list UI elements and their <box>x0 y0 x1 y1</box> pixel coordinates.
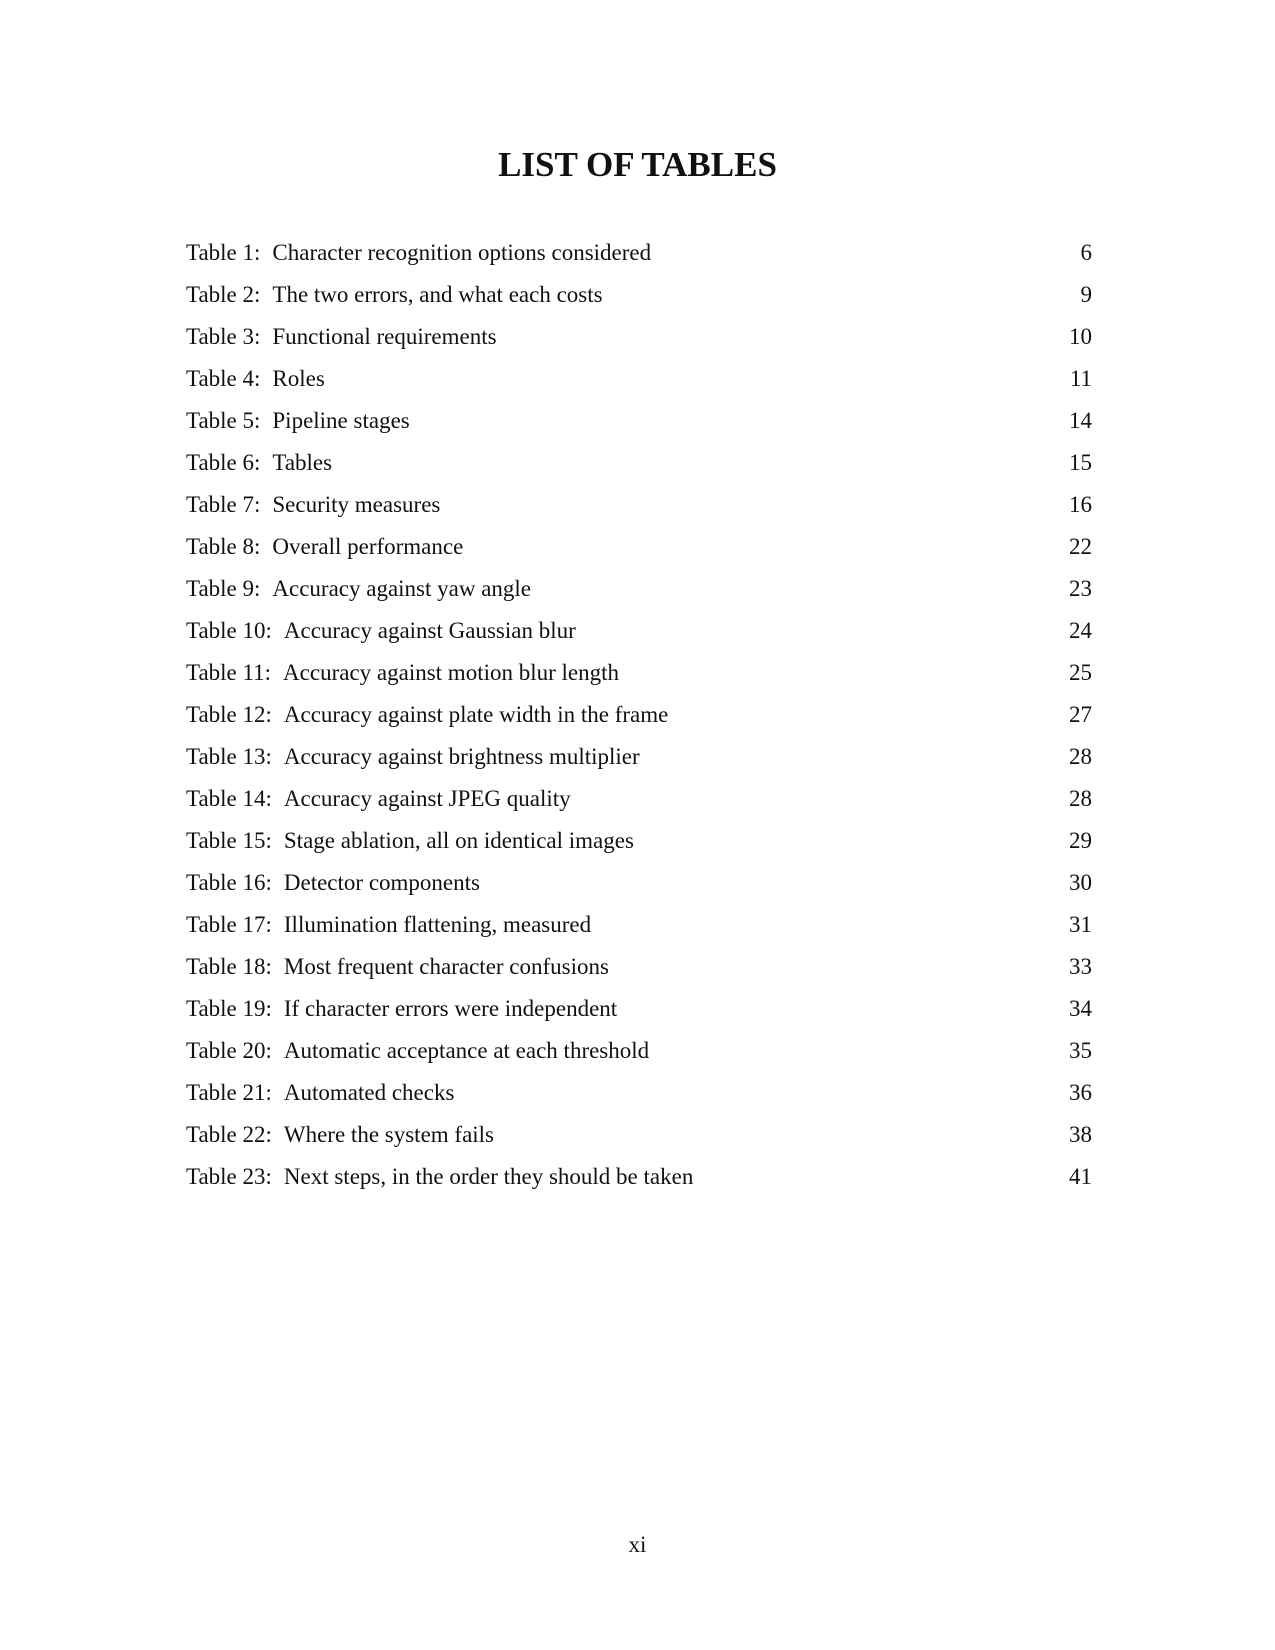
toc-entry <box>186 862 1092 904</box>
toc-entry-number: Table 1: <box>186 240 261 265</box>
toc-entry-page: 6 <box>1080 240 1092 265</box>
toc-entry-caption: Detector components <box>283 870 480 895</box>
toc-entry-label <box>186 316 497 358</box>
toc-entry-caption: Automated checks <box>283 1080 455 1105</box>
toc-entry <box>186 442 1092 484</box>
toc-entry-caption: Accuracy against JPEG quality <box>283 786 571 811</box>
toc-entry-page: 24 <box>1069 618 1092 643</box>
toc-entry-page: 28 <box>1069 744 1092 769</box>
toc-entry-caption: Security measures <box>272 492 441 517</box>
toc-entry-caption: Automatic acceptance at each threshold <box>283 1038 650 1063</box>
toc-entry-page: 25 <box>1069 660 1092 685</box>
toc-entry-label <box>186 1030 649 1072</box>
toc-entry-number: Table 16: <box>186 870 272 895</box>
page-number: xi <box>628 1532 647 1557</box>
toc-entry-caption: Accuracy against plate width in the frame <box>283 702 669 727</box>
toc-entry-label <box>186 274 603 316</box>
toc-entry-caption: Tables <box>272 450 333 475</box>
toc-entry <box>186 946 1092 988</box>
toc-entry <box>186 736 1092 778</box>
toc-entry-label <box>186 568 531 610</box>
toc-entry-label <box>186 862 480 904</box>
toc-entry-number: Table 8: <box>186 534 261 559</box>
toc-entry-caption: Overall performance <box>272 534 464 559</box>
toc-entry-number: Table 5: <box>186 408 261 433</box>
toc-entry-caption: Most frequent character confusions <box>283 954 609 979</box>
toc-entry <box>186 358 1092 400</box>
toc-entry <box>186 1030 1092 1072</box>
toc-entry-label <box>186 358 325 400</box>
toc-entry-caption: Pipeline stages <box>272 408 410 433</box>
toc-entry-caption: Character recognition options considered <box>272 240 652 265</box>
toc-entry-page: 35 <box>1069 1038 1092 1063</box>
toc-entry-page: 28 <box>1069 786 1092 811</box>
toc-entry-label <box>186 610 576 652</box>
toc-entry-label <box>186 484 440 526</box>
toc-entry-caption: Stage ablation, all on identical images <box>283 828 634 853</box>
toc-entry <box>186 610 1092 652</box>
toc-entry-page: 29 <box>1069 828 1092 853</box>
toc-entry-page: 16 <box>1069 492 1092 517</box>
list-of-tables <box>186 232 1092 1198</box>
toc-entry <box>186 694 1092 736</box>
toc-entry-page: 27 <box>1069 702 1092 727</box>
toc-entry <box>186 568 1092 610</box>
toc-entry <box>186 1156 1092 1198</box>
toc-entry-page: 31 <box>1069 912 1092 937</box>
toc-entry <box>186 400 1092 442</box>
toc-entry-label <box>186 946 609 988</box>
toc-entry <box>186 652 1092 694</box>
toc-entry-number: Table 17: <box>186 912 272 937</box>
toc-entry-number: Table 12: <box>186 702 272 727</box>
toc-entry-number: Table 15: <box>186 828 272 853</box>
toc-entry-label <box>186 736 640 778</box>
toc-entry-page: 14 <box>1069 408 1092 433</box>
toc-entry-caption: Illumination flattening, measured <box>283 912 592 937</box>
toc-entry-page: 23 <box>1069 576 1092 601</box>
toc-entry-page: 9 <box>1080 282 1092 307</box>
toc-entry <box>186 232 1092 274</box>
toc-entry <box>186 316 1092 358</box>
toc-entry-label <box>186 232 651 274</box>
toc-entry <box>186 904 1092 946</box>
toc-entry-label <box>186 442 332 484</box>
toc-entry-number: Table 19: <box>186 996 272 1021</box>
toc-entry-number: Table 13: <box>186 744 272 769</box>
toc-entry-number: Table 20: <box>186 1038 272 1063</box>
toc-entry-number: Table 21: <box>186 1080 272 1105</box>
toc-entry-number: Table 14: <box>186 786 272 811</box>
toc-entry-number: Table 9: <box>186 576 261 601</box>
toc-entry-page: 34 <box>1069 996 1092 1021</box>
toc-entry-caption: Accuracy against yaw angle <box>272 576 532 601</box>
toc-entry-caption: The two errors, and what each costs <box>272 282 603 307</box>
toc-entry-page: 11 <box>1069 366 1092 391</box>
toc-entry-label <box>186 778 571 820</box>
toc-entry <box>186 274 1092 316</box>
toc-entry-number: Table 11: <box>186 660 272 685</box>
toc-entry <box>186 484 1092 526</box>
toc-entry-number: Table 7: <box>186 492 261 517</box>
toc-entry-label <box>186 694 668 736</box>
toc-entry-label <box>186 1114 494 1156</box>
toc-entry-number: Table 22: <box>186 1122 272 1147</box>
toc-entry <box>186 778 1092 820</box>
toc-entry-caption: Accuracy against motion blur length <box>283 660 620 685</box>
toc-entry-number: Table 3: <box>186 324 261 349</box>
toc-entry-label <box>186 988 617 1030</box>
toc-entry-caption: Where the system fails <box>283 1122 495 1147</box>
toc-entry-label <box>186 1072 454 1114</box>
toc-entry-caption: Roles <box>272 366 325 391</box>
toc-entry-number: Table 10: <box>186 618 272 643</box>
toc-entry-number: Table 18: <box>186 954 272 979</box>
toc-entry-label <box>186 652 619 694</box>
toc-entry-page: 36 <box>1069 1080 1092 1105</box>
page-title: LIST OF TABLES <box>498 145 777 184</box>
toc-entry-number: Table 2: <box>186 282 261 307</box>
toc-entry <box>186 988 1092 1030</box>
toc-entry-page: 41 <box>1069 1164 1092 1189</box>
toc-entry-label <box>186 820 634 862</box>
toc-entry-page: 30 <box>1069 870 1092 895</box>
toc-entry-number: Table 4: <box>186 366 261 391</box>
toc-entry-page: 38 <box>1069 1122 1092 1147</box>
toc-entry-caption: If character errors were independent <box>283 996 618 1021</box>
toc-entry-caption: Next steps, in the order they should be taken <box>283 1164 694 1189</box>
toc-entry-page: 15 <box>1069 450 1092 475</box>
toc-entry <box>186 820 1092 862</box>
toc-entry <box>186 1114 1092 1156</box>
toc-entry-page: 22 <box>1069 534 1092 559</box>
toc-entry-label <box>186 526 463 568</box>
toc-entry-page: 33 <box>1069 954 1092 979</box>
toc-entry-page: 10 <box>1069 324 1092 349</box>
toc-entry-number: Table 23: <box>186 1164 272 1189</box>
toc-entry-caption: Accuracy against brightness multiplier <box>283 744 640 769</box>
toc-entry-caption: Functional requirements <box>272 324 497 349</box>
toc-entry-caption: Accuracy against Gaussian blur <box>283 618 576 643</box>
toc-entry-label <box>186 400 410 442</box>
toc-entry <box>186 526 1092 568</box>
toc-entry <box>186 1072 1092 1114</box>
toc-entry-number: Table 6: <box>186 450 261 475</box>
toc-entry-label <box>186 904 591 946</box>
toc-entry-label <box>186 1156 693 1198</box>
